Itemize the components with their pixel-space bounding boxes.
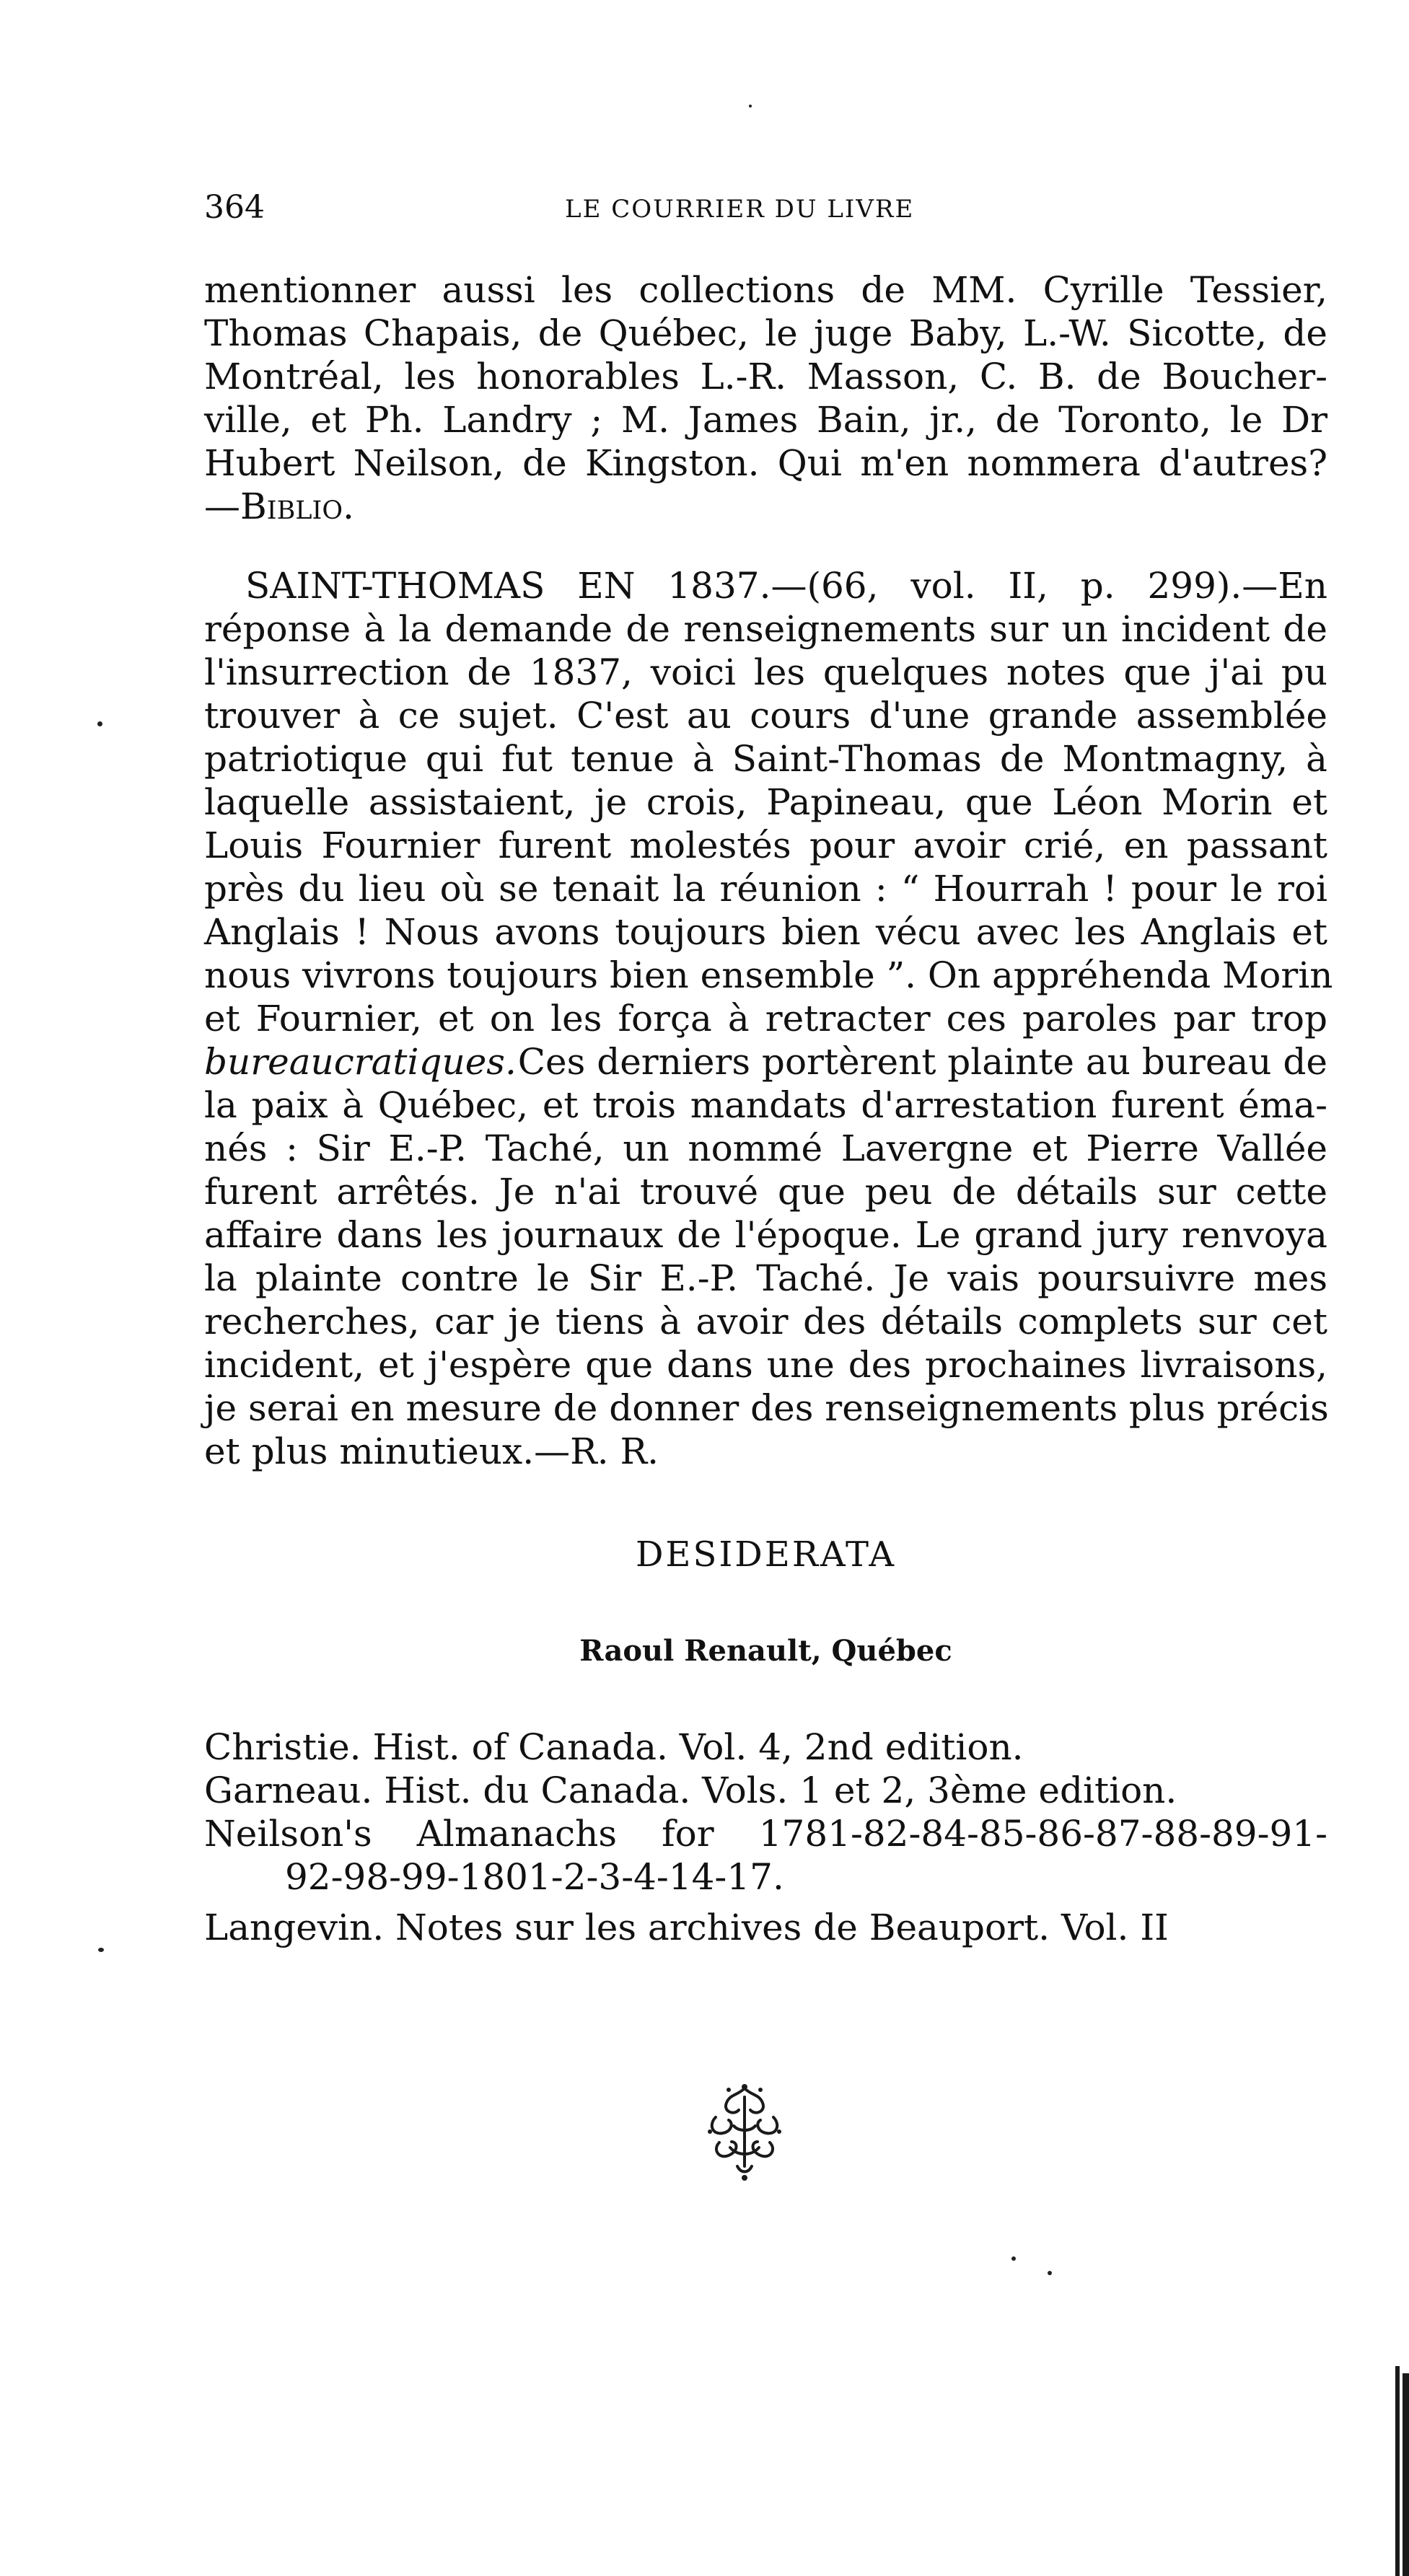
page-edge-shadow xyxy=(1403,2373,1409,2576)
text-line: et plus minutieux.—R. R. xyxy=(204,1430,659,1472)
text-fragment: Ces derniers portèrent plainte au bureau de xyxy=(517,1041,1327,1083)
text-line: près du lieu où se tenait la réunion : “ Hourrah ! pour le roi xyxy=(204,868,1327,910)
section-heading: DESIDERATA xyxy=(635,1534,897,1575)
text-line: la plainte contre le Sir E.-P. Taché. Je vais poursuivre mes xyxy=(204,1257,1327,1299)
section-subheading: Raoul Renault, Québec xyxy=(579,1634,952,1668)
text-line: réponse à la demande de renseignements sur un incident de xyxy=(204,608,1327,650)
text-line: l'insurrection de 1837, voici les quelques notes que j'ai pu xyxy=(204,651,1327,693)
text-line: SAINT-THOMAS EN 1837.—(66, vol. II, p. 299).—En xyxy=(245,565,1327,607)
text-line: mentionner aussi les collections de MM. Cyrille Tessier, xyxy=(204,269,1327,311)
text-line: trouver à ce sujet. C'est au cours d'une grande assemblée xyxy=(204,695,1327,737)
floral-ornament-icon xyxy=(701,2081,788,2182)
text-line: patriotique qui fut tenue à Saint-Thomas de Montmagny, à xyxy=(204,738,1327,780)
text-line: laquelle assistaient, je crois, Papineau, que Léon Morin et xyxy=(204,781,1327,823)
text-line: affaire dans les journaux de l'époque. Le grand jury renvoya xyxy=(204,1214,1327,1256)
text-line: je serai en mesure de donner des renseignements plus précis xyxy=(204,1387,1329,1429)
text-line: et Fournier, et on les força à retracter ces paroles par trop xyxy=(204,998,1327,1039)
list-item-continuation: 92-98-99-1801-2-3-4-14-17. xyxy=(285,1856,784,1898)
list-item: Neilson's Almanachs for 1781-82-84-85-86-87-88-89-91- xyxy=(204,1813,1327,1855)
page-edge-shadow xyxy=(1395,2366,1400,2576)
text-line xyxy=(204,1040,1327,1083)
list-item: Christie. Hist. of Canada. Vol. 4, 2nd edition. xyxy=(204,1726,1024,1768)
text-line: la paix à Québec, et trois mandats d'arrestation furent éma- xyxy=(204,1084,1327,1126)
text-line: Anglais ! Nous avons toujours bien vécu avec les Anglais et xyxy=(204,911,1327,953)
page-header xyxy=(204,186,1330,229)
text-line: Hubert Neilson, de Kingston. Qui m'en nommera d'autres? xyxy=(204,442,1327,484)
running-head: LE COURRIER DU LIVRE xyxy=(565,195,915,224)
text-line: furent arrêtés. Je n'ai trouvé que peu de détails sur cette xyxy=(204,1171,1327,1213)
text-line: Montréal, les honorables L.-R. Masson, C. B. de Boucher- xyxy=(204,356,1327,397)
text-line: nés : Sir E.-P. Taché, un nommé Lavergne et Pierre Vallée xyxy=(204,1127,1327,1169)
scan-speck xyxy=(98,1948,104,1952)
list-item: Garneau. Hist. du Canada. Vols. 1 et 2, 3ème edition. xyxy=(204,1770,1177,1811)
text-line: ville, et Ph. Landry ; M. James Bain, jr., de Toronto, le Dr xyxy=(204,399,1327,441)
text-line: Thomas Chapais, de Québec, le juge Baby, L.-W. Sicotte, de xyxy=(204,312,1327,354)
scan-speck xyxy=(1011,2256,1016,2261)
scan-speck xyxy=(1048,2271,1052,2275)
scan-speck xyxy=(749,105,752,107)
page-number: 364 xyxy=(204,189,265,226)
text-line: recherches, car je tiens à avoir des détails complets sur cet xyxy=(204,1301,1327,1342)
signature-biblio: —Biblio. xyxy=(204,485,354,527)
text-line: incident, et j'espère que dans une des prochaines livraisons, xyxy=(204,1344,1327,1386)
text-line: nous vivrons toujours bien ensemble ”. On appréhenda Morin xyxy=(204,954,1333,996)
italic-word: bureaucratiques. xyxy=(204,1041,517,1083)
list-item: Langevin. Notes sur les archives de Beauport. Vol. II xyxy=(204,1907,1169,1948)
scan-speck xyxy=(97,721,102,726)
text-line: Louis Fournier furent molestés pour avoir crié, en passant xyxy=(204,825,1327,866)
